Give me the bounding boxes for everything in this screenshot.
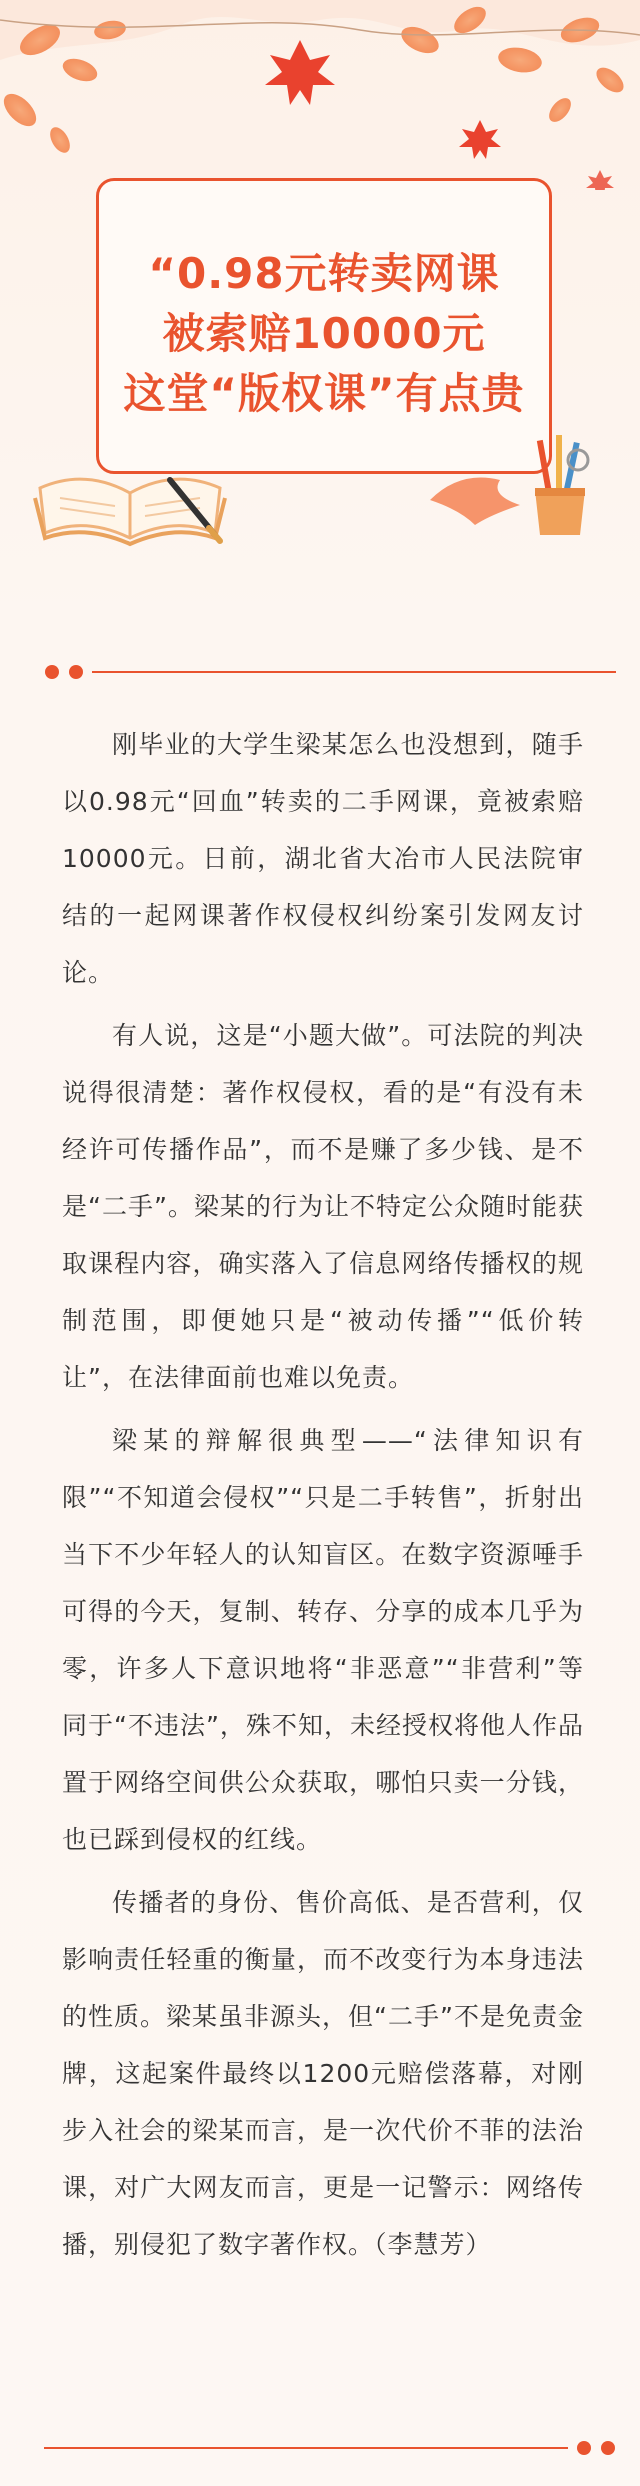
headline-line-1: “0.98元转卖网课 — [148, 249, 500, 298]
pencil-cup-icon — [520, 430, 600, 540]
article-paragraph-4: 传播者的身份、售价高低、是否营利，仅影响责任轻重的衡量，而不改变行为本身违法的性质。梁某虽非源头，但“二手”不是免责金牌，这起案件最终以1200元赔偿落幕，对刚步入社会的梁某而言，是一次代价不菲的法治课，对广大网友而言，更是一记警示：网络传播，别侵犯了数字著作权。（李慧芳） — [62, 1888, 584, 2259]
maple-leaves-decoration — [0, 0, 640, 190]
pen-icon — [165, 475, 225, 545]
headline-line-2: 被索赔10000元 — [162, 309, 486, 358]
article-paragraph-2: 有人说，这是“小题大做”。可法院的判决说得很清楚：著作权侵权，看的是“有没有未经许可传播作品”，而不是赚了多少钱、是不是“二手”。梁某的行为让不特定公众随时能获取课程内容，确实落入了信息网络传播权的规制范围，即便她只是“被动传播”“低价转让”，在法律面前也难以免责。 — [62, 1021, 584, 1392]
article-paragraph-1: 刚毕业的大学生梁某怎么也没想到，随手以0.98元“回血”转卖的二手网课，竟被索赔10000元。日前，湖北省大冶市人民法院审结的一起网课著作权侵权纠纷案引发网友讨论。 — [62, 730, 584, 987]
section-divider-top — [44, 662, 616, 682]
maple-leaf-icon — [420, 460, 530, 530]
article-body — [62, 716, 584, 2279]
headline-box — [96, 178, 552, 474]
article-paragraph-3: 梁某的辩解很典型——“法律知识有限”“不知道会侵权”“只是二手转售”，折射出当下不少年轻人的认知盲区。在数字资源唾手可得的今天，复制、转存、分享的成本几乎为零，许多人下意识地将“非恶意”“非营利”等同于“不违法”，殊不知，未经授权将他人作品置于网络空间供公众获取，哪怕只卖一分钱，也已踩到侵权的红线。 — [62, 1426, 584, 1854]
section-divider-bottom — [44, 2438, 616, 2458]
headline-line-3: 这堂“版权课”有点贵 — [123, 369, 525, 418]
